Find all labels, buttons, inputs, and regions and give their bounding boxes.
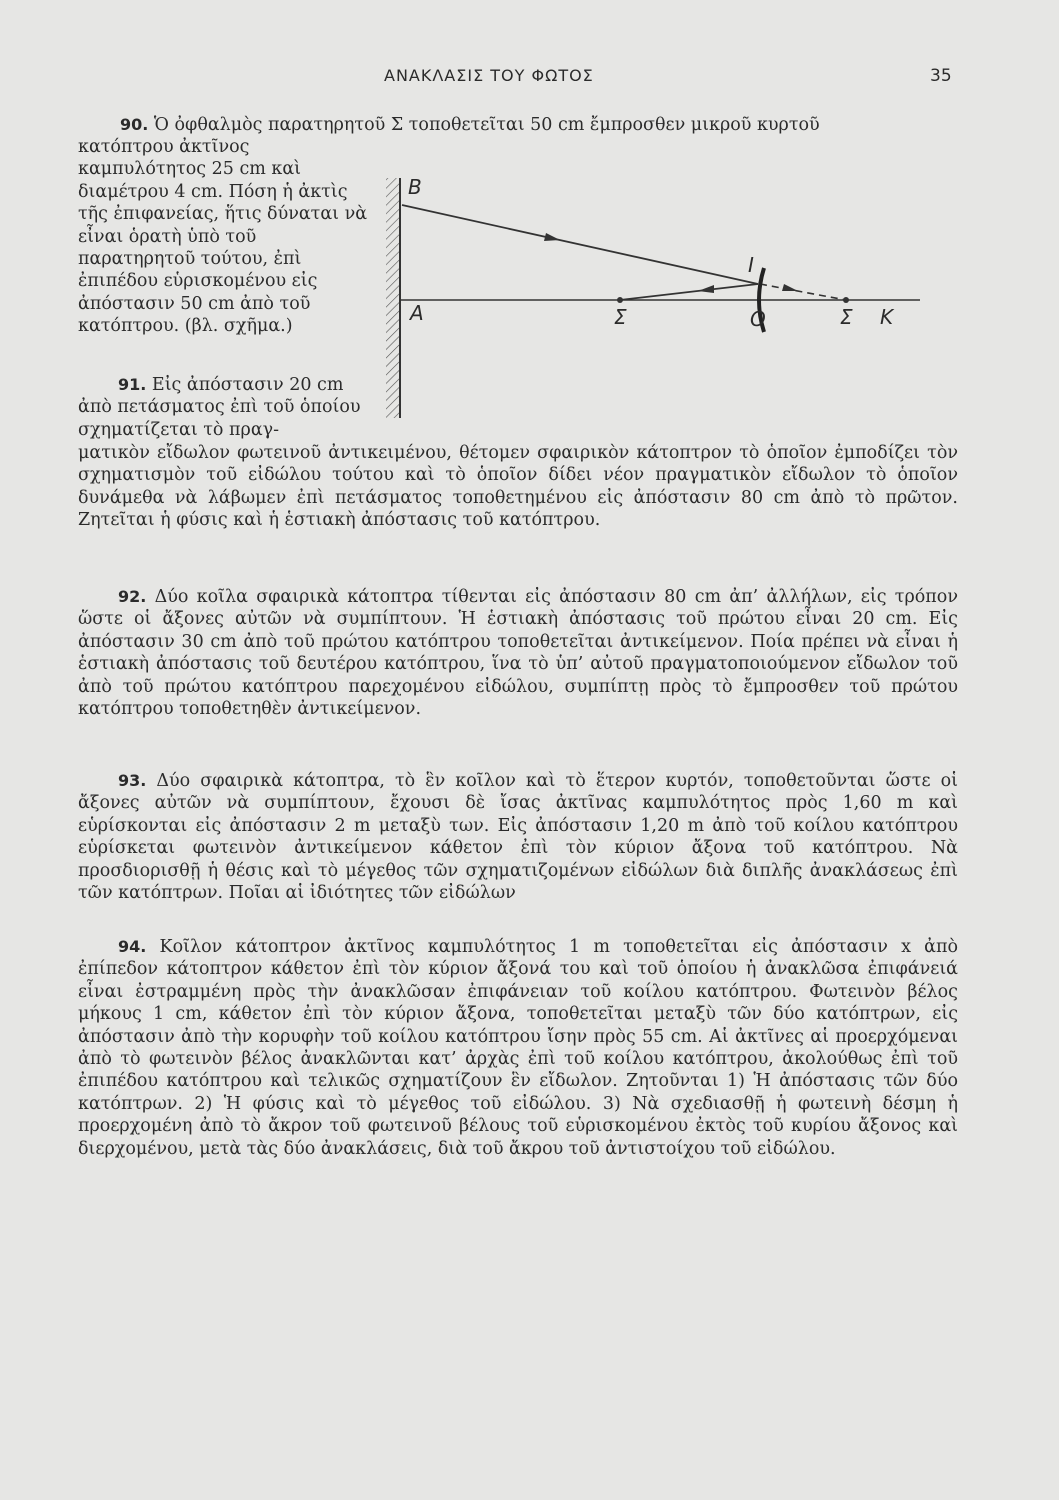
ray-arrow bbox=[544, 233, 560, 241]
chapter-title: ΑΝΑΚΛΑΣΙΣ ΤΟΥ ΦΩΤΟΣ bbox=[384, 66, 594, 85]
mirror-diagram bbox=[380, 160, 940, 420]
screen-hatching bbox=[386, 178, 400, 418]
label-i: I bbox=[748, 253, 754, 277]
problem-text: Εἰς ἀπόστασιν 20 cm ἀπὸ πετάσματος ἐπὶ τοῦ ὁποίου σχηματίζεται τὸ πραγ- bbox=[78, 375, 361, 440]
problem-number: 90. bbox=[120, 115, 149, 134]
problem-number: 91. bbox=[118, 375, 147, 394]
problem-90-first-line bbox=[120, 114, 820, 136]
running-header bbox=[0, 66, 1059, 90]
problem-text: Κοῖλον κάτοπτρον ἀκτῖνος καμπυλότητος 1 m τοποθετεῖται εἰς ἀπόστασιν x ἀπὸ ἐπίπεδον κάτοπτρον κάθετον ἐπὶ τὸν κύριον ἄξονά του καὶ τοῦ ὁποίου ἡ ἀνακλῶσα ἐπιφάνειά εἶναι ἐστραμμένη πρὸς τὴν ἀνακλῶσαν ἐπιφάνειαν τοῦ κοίλου κατόπτρου. Φωτεινὸν βέλος μήκους 1 cm, κάθετον ἐπὶ τὸν κύριον ἄξονα, τοποθετεῖται μεταξὺ τῶν δύο κατόπτρων, εἰς ἀπόστασιν ἀπὸ τὴν κορυφὴν τοῦ κοίλου κατόπτρου ἴσην πρὸς 55 cm. Αἱ ἀκτῖνες αἱ προερχόμεναι ἀπὸ τὸ φωτεινὸν βέλος ἀνακλῶνται κατ’ ἀρχὰς ἐπὶ τοῦ κοίλου κατόπτρου, ἀκολούθως ἐπὶ τοῦ ἐπιπέδου κατόπτρου καὶ τελικῶς σχηματίζουν ἓν εἴδωλον. Ζητοῦνται 1) Ἡ ἀπόστασις τῶν δύο κατόπτρων. 2) Ἡ φύσις καὶ τὸ μέγεθος τοῦ εἰδώλου. 3) Νὰ σχεδιασθῇ ἡ φωτεινὴ δέσμη ἡ προερχομένη ἀπὸ τὸ ἄκρον τοῦ φωτεινοῦ βέλους τοῦ εὑρισκομένου ἐκτὸς τοῦ κυρίου ἄξονος καὶ διερχομένου, μετὰ τὰς δύο ἀνακλάσεις, διὰ τοῦ ἄκρου τοῦ ἀντιστοίχου τοῦ εἰδώλου. bbox=[78, 937, 958, 1159]
label-k: K bbox=[880, 305, 894, 329]
problem-number: 92. bbox=[118, 587, 147, 606]
problem-number: 93. bbox=[118, 771, 147, 790]
virtual-ray bbox=[760, 284, 846, 300]
problem-91-side-text bbox=[78, 374, 378, 441]
problem-text: Δύο σφαιρικὰ κάτοπτρα, τὸ ἓν κοῖλον καὶ τὸ ἕτερον κυρτόν, τοποθετοῦνται ὥστε οἱ ἄξονες αὐτῶν νὰ συμπίπτουν, ἔχουσι δὲ ἴσας ἀκτῖνας καμπυλότητος πρὸς 1,60 m καὶ εὑρίσκονται εἰς ἀπόστασιν 2 m μεταξὺ των. Εἰς ἀπόστασιν 1,20 m ἀπὸ τοῦ κοίλου κατόπτρου εὑρίσκεται φωτεινὸν ἀντικείμενον κάθετον ἐπὶ τὸν κύριον ἄξονα τοῦ κατόπτρου. Νὰ προσδιορισθῇ ἡ θέσις καὶ τὸ μέγεθος τῶν σχηματιζομένων εἰδώλων διὰ διπλῆς ἀνακλάσεως ἐπὶ τῶν κατόπτρων. Ποῖαι αἱ ἰδιότητες τῶν εἰδώλων bbox=[78, 771, 958, 904]
problem-90-side-text: κατόπτρου ἀκτῖνος καμπυλότητος 25 cm καὶ διαμέτρου 4 cm. Πόση ἡ ἀκτὶς τῆς ἐπιφανείας, ἥτις δύναται νὰ εἶναι ὁρατὴ ὑπὸ τοῦ παρατηρητοῦ τούτου, ἐπὶ ἐπιπέδου εὑρισκομένου εἰς ἀπόστασιν 50 cm ἀπὸ τοῦ κατόπτρου. (βλ. σχῆμα.) bbox=[78, 137, 368, 337]
label-sigma-image: Σ bbox=[840, 305, 853, 329]
page-number: 35 bbox=[930, 66, 952, 86]
observer-point bbox=[617, 297, 623, 303]
ray-arrow bbox=[782, 284, 798, 291]
ray-b-to-i bbox=[402, 205, 758, 284]
label-b: B bbox=[408, 175, 422, 199]
ray-arrow bbox=[698, 285, 714, 293]
label-o: O bbox=[750, 307, 766, 331]
label-sigma-observer: Σ bbox=[614, 305, 627, 329]
problem-93 bbox=[78, 770, 958, 904]
problem-text: Ὁ ὀφθαλμὸς παρατηρητοῦ Σ τοποθετεῖται 50 cm ἔμπροσθεν μικροῦ κυρτοῦ bbox=[153, 115, 820, 135]
problem-text: Δύο κοῖλα σφαιρικὰ κάτοπτρα τίθενται εἰς ἀπόστασιν 80 cm ἀπ’ ἀλλήλων, εἰς τρόπον ὥστε οἱ ἄξονες αὐτῶν νὰ συμπίπτουν. Ἡ ἑστιακὴ ἀπόστασις τοῦ πρώτου εἶναι 20 cm. Εἰς ἀπόστασιν 30 cm ἀπὸ τοῦ πρώτου κατόπτρου τοποθετεῖται ἀντικείμενον. Ποία πρέπει νὰ εἶναι ἡ ἑστιακὴ ἀπόστασις τοῦ δευτέρου κατόπτρου, ἵνα τὸ ὑπ’ αὐτοῦ πραγματοποιούμενον εἴδωλον τοῦ ἀπὸ τοῦ πρώτου κατόπτρου παρεχομένου εἰδώλου, συμπίπτῃ πρὸς τὸ ἔμπροσθεν τοῦ πρώτου κατόπτρου τοποθετηθὲν ἀντικείμενον. bbox=[78, 587, 958, 720]
problem-92 bbox=[78, 586, 958, 720]
image-point bbox=[843, 297, 849, 303]
label-a: A bbox=[410, 301, 424, 325]
diagram-svg bbox=[380, 160, 940, 420]
problem-number: 94. bbox=[118, 937, 147, 956]
problem-94 bbox=[78, 936, 958, 1160]
ray-i-to-s bbox=[620, 284, 758, 300]
problem-91-text: ματικὸν εἴδωλον φωτεινοῦ ἀντικειμένου, θέτομεν σφαιρικὸν κάτοπτρον τὸ ὁποῖον ἐμποδίζει τὸν σχηματισμὸν τοῦ εἰδώλου τούτου καὶ τὸ ὁποῖον δίδει νέον πραγματικὸν εἴδωλον τὸ ὁποῖον δυνάμεθα νὰ λάβωμεν ἐπὶ πετάσματος τοποθετημένου εἰς ἀπόστασιν 80 cm ἀπὸ τὸ πρῶτον. Ζητεῖται ἡ φύσις καὶ ἡ ἑστιακὴ ἀπόστασις τοῦ κατόπτρου. bbox=[78, 443, 958, 531]
